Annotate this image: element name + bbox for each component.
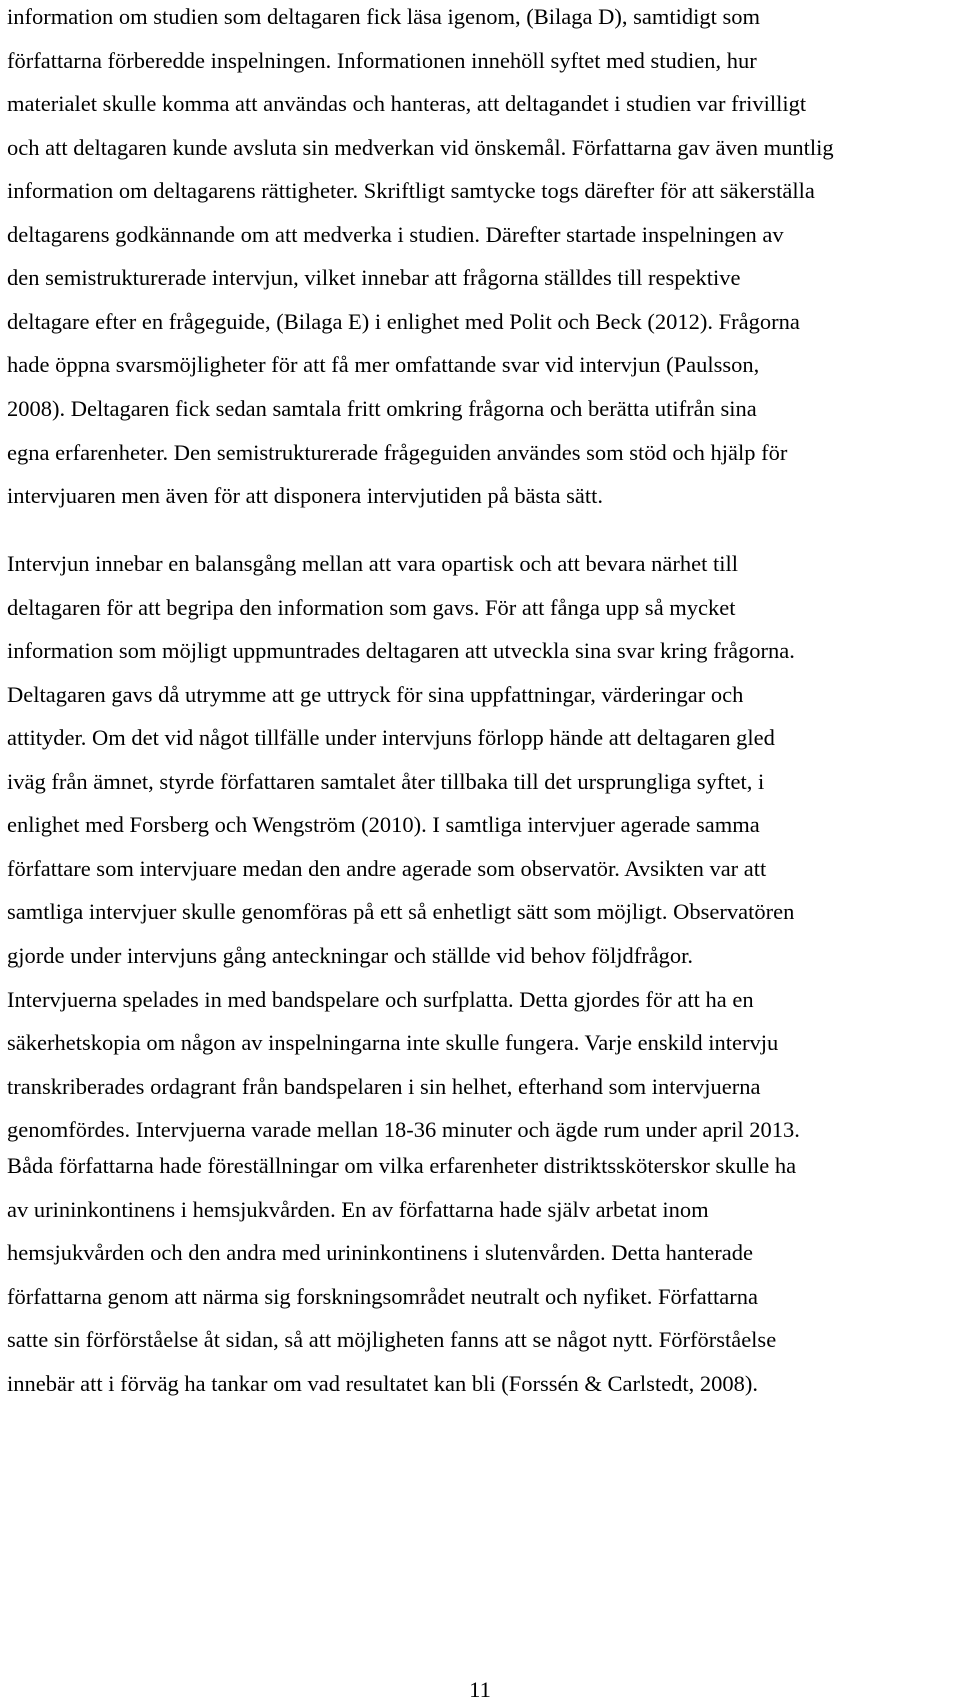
text-line: hemsjukvården och den andra med urininkontinens i slutenvården. Detta hanterade <box>7 1240 754 1266</box>
text-line: samtliga intervjuer skulle genomföras på ett så enhetligt sätt som möjligt. Observatören <box>7 899 795 925</box>
text-line: författare som intervjuare medan den andre agerade som observatör. Avsikten var att <box>7 855 767 881</box>
text-line: information som möjligt uppmuntrades deltagaren att utveckla sina svar kring frågorna. <box>7 638 795 664</box>
text-line: Intervjun innebar en balansgång mellan att vara opartisk och att bevara närhet till <box>7 551 738 576</box>
text-line: Deltagaren gavs då utrymme att ge uttryck för sina uppfattningar, värderingar och <box>7 681 744 707</box>
text-line: Båda författarna hade föreställningar om vilka erfarenheter distriktssköterskor skulle ha <box>7 1153 797 1178</box>
text-line: innebär att i förväg ha tankar om vad resultatet kan bli (Forssén & Carlstedt, 2008). <box>7 1370 759 1396</box>
text-line: hade öppna svarsmöjligheter för att få mer omfattande svar vid intervjun (Paulsson, <box>7 352 760 378</box>
page-number: 11 <box>469 1677 491 1702</box>
text-line: information om deltagarens rättigheter. Skriftligt samtycke togs därefter för att säkerställa <box>7 178 815 204</box>
text-line: den semistrukturerade intervjun, vilket innebar att frågorna ställdes till respektive <box>7 265 741 291</box>
text-line: deltagare efter en frågeguide, (Bilaga E) i enlighet med Polit och Beck (2012). Frågorna <box>7 308 800 334</box>
text-line: gjorde under intervjuns gång anteckningar och ställde vid behov följdfrågor. <box>7 942 694 968</box>
text-line: författarna genom att närma sig forskningsområdet neutralt och nyfiket. Författarna <box>7 1283 758 1309</box>
text-line: deltagaren för att begripa den information som gavs. För att fånga upp så mycket <box>7 594 736 620</box>
text-line: av urininkontinens i hemsjukvården. En av författarna hade själv arbetat inom <box>7 1196 709 1222</box>
text-line: 2008). Deltagaren fick sedan samtala fritt omkring frågorna och berätta utifrån sina <box>7 395 757 421</box>
text-line: attityder. Om det vid något tillfälle under intervjuns förlopp hände att deltagaren gled <box>7 725 775 751</box>
text-line: egna erfarenheter. Den semistrukturerade frågeguiden användes som stöd och hjälp för <box>7 439 788 465</box>
text-line: deltagarens godkännande om att medverka i studien. Därefter startade inspelningen av <box>7 221 784 247</box>
text-line: genomfördes. Intervjuerna varade mellan 18-36 minuter och ägde rum under april 2013. <box>7 1117 800 1143</box>
text-line: materialet skulle komma att användas och hanteras, att deltagandet i studien var frivilligt <box>7 91 807 117</box>
text-line: information om studien som deltagaren fick läsa igenom, (Bilaga D), samtidigt som <box>7 4 760 29</box>
text-line: transkriberades ordagrant från bandspelaren i sin helhet, efterhand som intervjuerna <box>7 1073 761 1099</box>
text-line: satte sin förförståelse åt sidan, så att möjligheten fanns att se något nytt. Förförståelse <box>7 1327 777 1353</box>
text-line: iväg från ämnet, styrde författaren samtalet åter tillbaka till det ursprungliga syftet, i <box>7 768 765 794</box>
text-line: intervjuaren men även för att disponera intervjutiden på bästa sätt. <box>7 483 604 508</box>
text-line: och att deltagaren kunde avsluta sin medverkan vid önskemål. Författarna gav även muntlig <box>7 134 834 160</box>
text-line: Intervjuerna spelades in med bandspelare och surfplatta. Detta gjordes för att ha en <box>7 986 754 1012</box>
text-line: författarna förberedde inspelningen. Informationen innehöll syftet med studien, hur <box>7 47 757 73</box>
text-line: enlighet med Forsberg och Wengström (2010). I samtliga intervjuer agerade samma <box>7 812 760 838</box>
text-line: säkerhetskopia om någon av inspelningarna inte skulle fungera. Varje enskild intervju <box>7 1030 779 1055</box>
